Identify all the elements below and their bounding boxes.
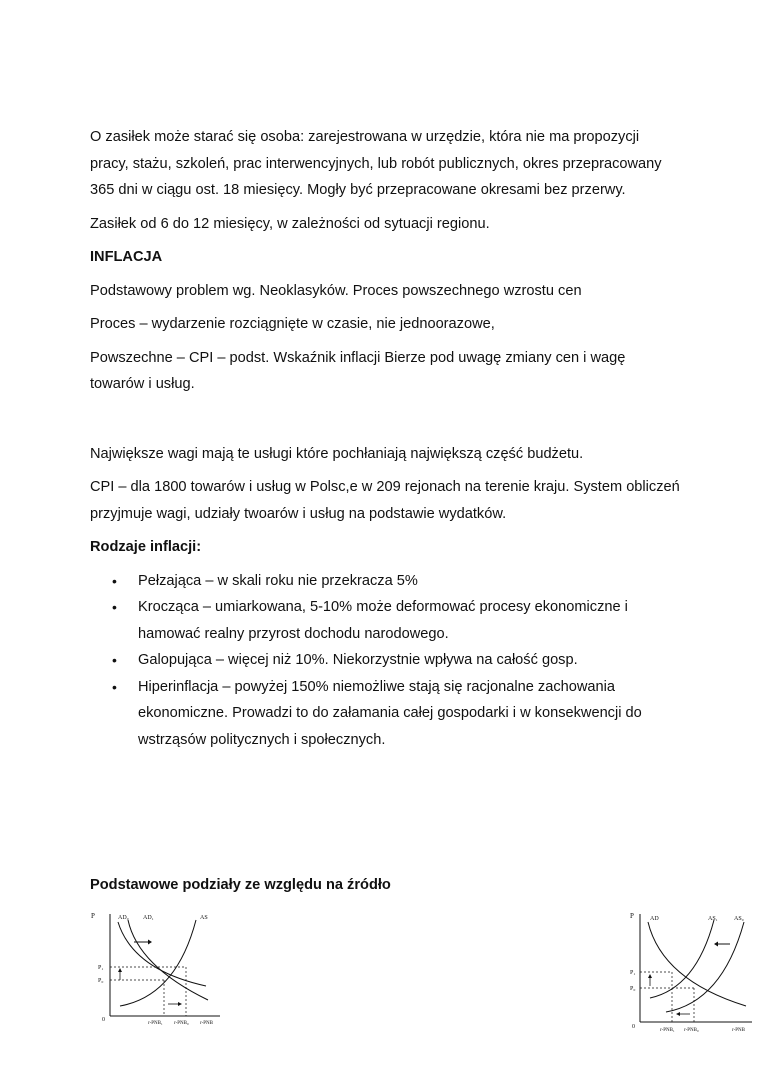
as1-curve — [650, 920, 714, 998]
bullet-icon: • — [112, 652, 117, 668]
subheading-sources: Podstawowe podziały ze względu na źródło — [90, 877, 391, 893]
arrow-left-icon — [676, 1012, 690, 1016]
arrow-left-icon — [714, 942, 730, 947]
paragraph-zasilek-duration: Zasiłek od 6 do 12 miesięcy, w zależności od sytuacji regionu. — [90, 215, 490, 232]
x1-label: r-PNB₁ — [660, 1028, 675, 1033]
p0-label: P₀ — [630, 986, 636, 992]
x1-label: r-PNB₁ — [148, 1021, 163, 1026]
paragraph-inflation-definition: Podstawowy problem wg. Neoklasyków. Proces powszechnego wzrostu cen — [90, 282, 582, 299]
paragraph-zasilek-conditions: O zasiłek może starać się osoba: zarejestrowana w urzędzie, która nie ma propozycji pracy, stażu, szkoleń, prac interwencyjnych, lub robót publicznych, okres przepracowany 365 dni w ciągu ost. 18 miesięcy. Mogły być przepracowane okresami bez przerwy. — [90, 129, 662, 198]
heading-inflacja: INFLACJA — [90, 249, 163, 265]
origin-label: 0 — [102, 1017, 105, 1023]
arrow-right-icon — [168, 1002, 182, 1006]
list-item: • Krocząca – umiarkowana, 5-10% może deformować procesy ekonomiczne i hamować realny przyrost dochodu narodowego. — [90, 594, 680, 647]
heading-rodzaje-inflacji: Rodzaje inflacji: — [90, 539, 202, 555]
p1-label: P₁ — [630, 970, 636, 976]
ad0-label: AD₀ — [118, 915, 129, 921]
demand-pull-inflation-graph — [88, 908, 228, 1028]
x0-label: r-PNB₀ — [174, 1021, 189, 1026]
ad-label: AD — [650, 916, 659, 922]
as-label: AS — [200, 915, 208, 921]
x-axis-label: r-PNB — [732, 1028, 745, 1033]
arrow-up-icon — [648, 974, 652, 986]
as0-label: AS₀ — [734, 916, 744, 922]
paragraph-general: Powszechne – CPI – podst. Wskaźnik inflacji Bierze pod uwagę zmiany cen i wagę towarów i usług. — [90, 349, 626, 392]
bullet-icon: • — [112, 678, 117, 695]
p1-label: P₁ — [98, 965, 104, 971]
list-item: • Galopująca – więcej niż 10%. Niekorzystnie wpływa na całość gosp. — [90, 647, 680, 674]
bullet-icon: • — [112, 572, 117, 589]
y-axis-label: P — [91, 912, 95, 920]
arrow-up-icon — [118, 968, 122, 980]
list-item: • Pełzająca – w skali roku nie przekracza 5% — [90, 568, 680, 595]
as0-curve — [666, 922, 744, 1012]
spacer — [90, 405, 680, 441]
paragraph-cpi: CPI – dla 1800 towarów i usług w Polsc,e w 209 rejonach na terenie kraju. System obliczeń przyjmuje wagi, udziały twoarów i usług na podstawie wydatków. — [90, 479, 680, 522]
inflation-types-list — [90, 568, 680, 754]
list-item: • Hiperinflacja – powyżej 150% niemożliwe stają się racjonalne zachowania ekonomiczne. Prowadzi to do załamania całej gospodarki i w konsekwencji do wstrząsów politycznych i społecznych. — [90, 674, 680, 754]
y-axis-label: P — [630, 912, 634, 920]
bullet-icon: • — [112, 599, 117, 615]
ad1-label: AD₁ — [143, 915, 154, 921]
paragraph-weights: Największe wagi mają te usługi które pochłaniają największą część budżetu. — [90, 445, 584, 462]
paragraph-process: Proces – wydarzenie rozciągnięte w czasie, nie jednoorazowe, — [90, 316, 495, 332]
x0-label: r-PNB₀ — [684, 1028, 699, 1033]
as-curve — [120, 920, 196, 1006]
x-axis-label: r-PNB — [200, 1021, 213, 1026]
arrow-right-icon — [134, 940, 152, 945]
p0-label: P₀ — [98, 978, 104, 984]
as1-label: AS₁ — [708, 916, 718, 922]
ad0-curve — [128, 920, 208, 1000]
origin-label: 0 — [632, 1024, 635, 1030]
document-body — [90, 124, 680, 753]
cost-push-inflation-graph — [622, 908, 756, 1034]
